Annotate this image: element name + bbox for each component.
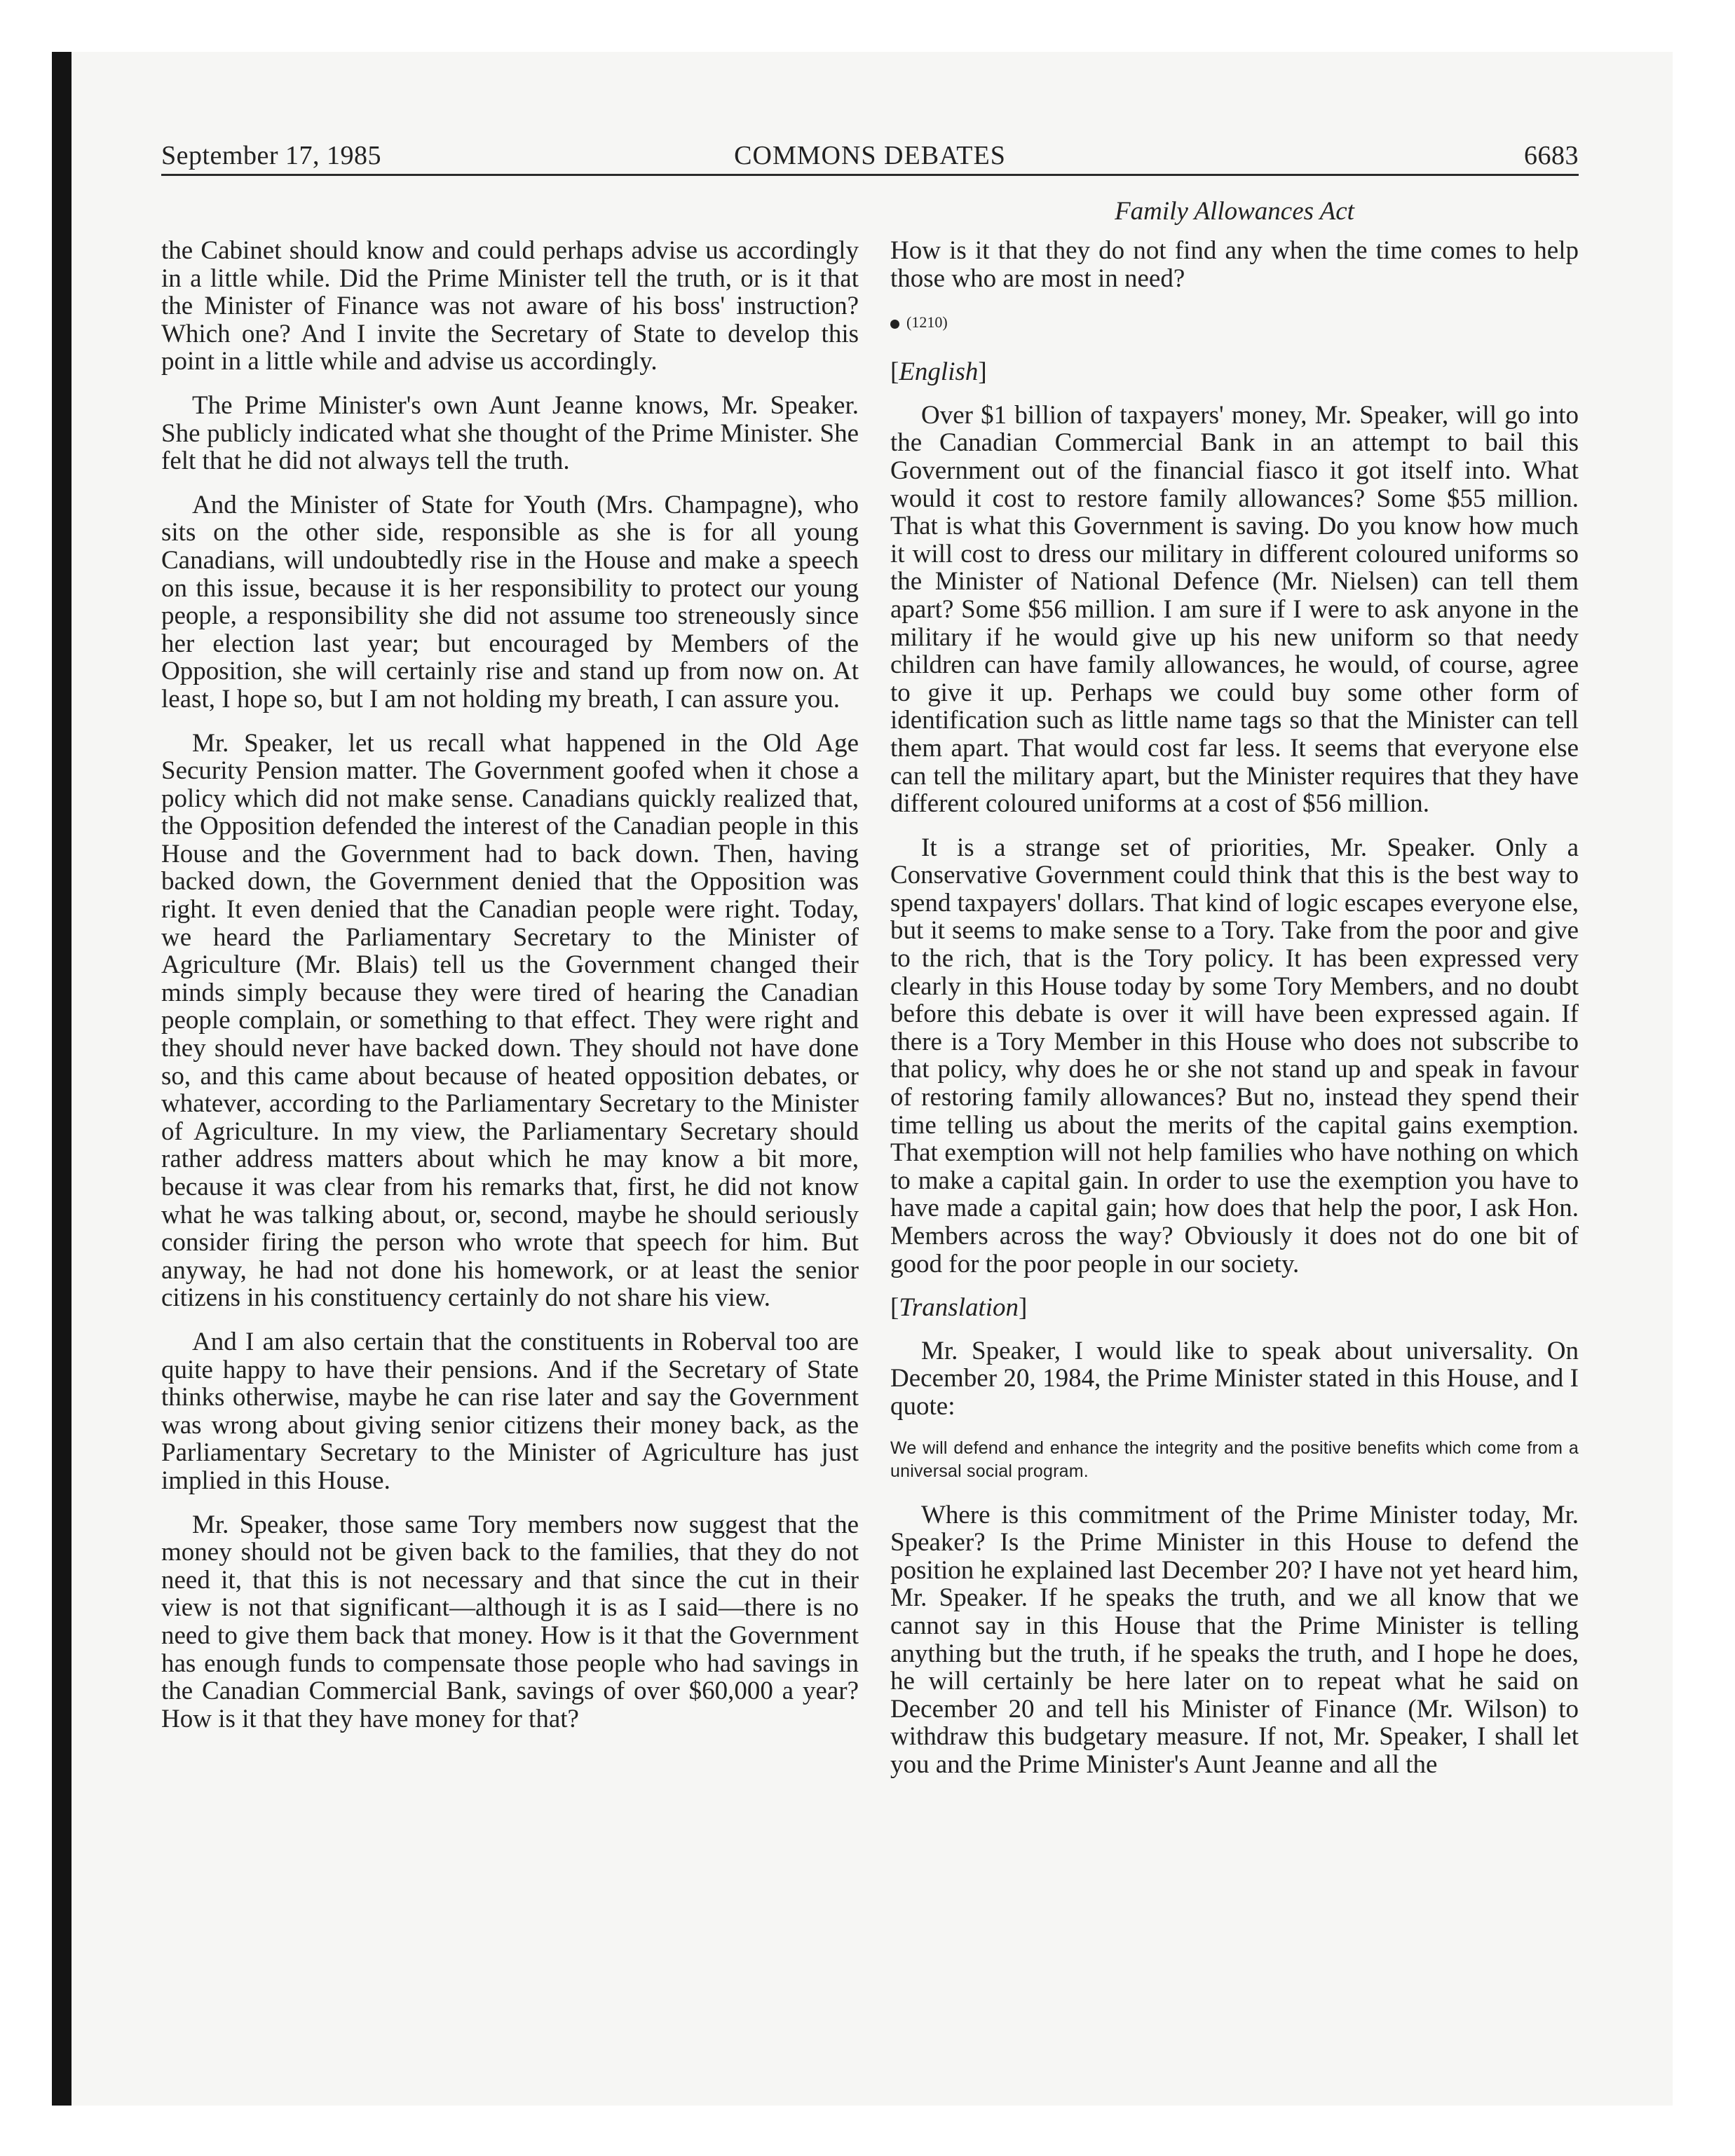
language-heading-english: [English] bbox=[890, 357, 987, 387]
running-header bbox=[161, 139, 1579, 176]
paragraph: How is it that they do not find any when the time comes to help those who are most in need? bbox=[890, 236, 1579, 293]
left-column bbox=[161, 237, 859, 1749]
paragraph: Over $1 billion of taxpayers' money, Mr. Speaker, will go into the Canadian Commercial Bank in an attempt to bail this Government out of the financial fiasco it got itself into. What would it cost to restore family allowances? Some $55 million. That is what this Government is saving. Do you know how much it will cost to dress our military in different coloured uniforms so the Minister of National Defence (Mr. Nielsen) can tell them apart? Some $56 million. I am sure if I were to ask anyone in the military if he would give up his new uniform so that needy children can have family allowances, he would, of course, agree to give it up. Perhaps we could buy some other form of identification such as little name tags so that the Minister can tell them apart. That would cost far less. It seems that everyone else can tell the military apart, but the Minister requires that they have different coloured uniforms at a cost of $56 million. bbox=[890, 400, 1579, 819]
section-subtitle: Family Allowances Act bbox=[1115, 197, 1354, 226]
header-date: September 17, 1985 bbox=[161, 141, 382, 170]
paragraph: Mr. Speaker, those same Tory members now suggest that the money should not be given back to the families, that they do not need it, that this is not necessary and that since the cut in their view is not that significant—although it is as I said—there is no need to give them back that money. How is it that the Government has enough funds to compensate those people who had savings in the Canadian Commercial Bank, savings of over $60,000 a year? How is it that they have money for that? bbox=[161, 1510, 859, 1733]
paragraph: the Cabinet should know and could perhaps advise us accordingly in a little while. Did the Prime Minister tell the truth, or is it that the Minister of Finance was not aware of his boss' instruction? Which one? And I invite the Secretary of State to develop this point in a little while and advise us accordingly. bbox=[161, 236, 859, 376]
bullet-icon bbox=[890, 320, 899, 329]
block-quote: We will defend and enhance the integrity and the positive benefits which come from a universal social program. bbox=[890, 1438, 1579, 1481]
right-column bbox=[890, 237, 1579, 1795]
language-heading-translation: [Translation] bbox=[890, 1293, 1028, 1323]
paragraph: It is a strange set of priorities, Mr. Speaker. Only a Conservative Government could think that this is the best way to spend taxpayers' dollars. That kind of logic escapes everyone else, but it seems to make sense to a Tory. Take from the poor and give to the rich, that is the Tory policy. It has been expressed very clearly in this House today by some Tory Members, and no doubt before this debate is over it will have been expressed again. If there is a Tory Member in this House who does not subscribe to that policy, why does he or she not stand up and speak in favour of restoring family allowances? But no, instead they spend their time telling us about the merits of the capital gains exemption. That exemption will not help families who have nothing on which to make a capital gain. In order to use the exemption you have to have made a capital gain; how does that help the poor, I ask Hon. Members across the way? Obviously it does not do one bit of good for the poor people in our society. bbox=[890, 833, 1579, 1278]
binding-edge bbox=[52, 52, 72, 2106]
page-number: 6683 bbox=[1524, 141, 1579, 170]
paragraph: And the Minister of State for Youth (Mrs. Champagne), who sits on the other side, responsible as she is for all young Canadians, will undoubtedly rise in the House and make a speech on this issue, because it is her responsibility to protect our young people, a responsibility she did not assume too streneously since her election last year; but encouraged by Members of the Opposition, she will certainly rise and stand up from now on. At least, I hope so, but I am not holding my breath, I can assure you. bbox=[161, 490, 859, 714]
paragraph: Mr. Speaker, let us recall what happened in the Old Age Security Pension matter. The Government goofed when it chose a policy which did not make sense. Canadians quickly realized that, the Opposition defended the interest of the Canadian people in this House and the Government had to back down. Then, having backed down, the Government denied that the Opposition was right. It even denied that the Canadian people were right. Today, we heard the Parliamentary Secretary to the Minister of Agriculture (Mr. Blais) tell us the Government changed their minds simply because they were tired of hearing the Canadian people complain, or something to that effect. They were right and they should never have backed down. They should not have done so, and this came about because of heated opposition debates, or whatever, according to the Parliamentary Secretary to the Minister of Agriculture. In my view, the Parliamentary Secretary should rather address matters about which he may know a bit more, because it was clear from his remarks that, first, he did not know what he was talking about, or, second, maybe he should seriously consider firing the person who wrote that speech for him. But anyway, he had not done his homework, or at least the senior citizens in his constituency certainly do not share his view. bbox=[161, 728, 859, 1313]
paragraph: Where is this commitment of the Prime Minister today, Mr. Speaker? Is the Prime Minister in this House to defend the position he explained last December 20? I have not yet heard him, Mr. Speaker. If he speaks the truth, and we all know that we cannot say in this House that the Prime Minister is telling anything but the truth, if he speaks the truth, and I hope he does, he will certainly be here later on to repeat what he said on December 20 and tell his Minister of Finance (Mr. Wilson) to withdraw this budgetary measure. If not, Mr. Speaker, I shall let you and the Prime Minister's Aunt Jeanne and all the bbox=[890, 1500, 1579, 1779]
heading-translation-label: Translation bbox=[899, 1293, 1019, 1323]
paragraph: Mr. Speaker, I would like to speak about universality. On December 20, 1984, the Prime Minister stated in this House, and I quote: bbox=[890, 1336, 1579, 1421]
heading-english-label: English bbox=[899, 357, 979, 387]
paragraph: The Prime Minister's own Aunt Jeanne knows, Mr. Speaker. She publicly indicated what she thought of the Prime Minister. She felt that he did not always tell the truth. bbox=[161, 390, 859, 476]
time-marker-label: (1210) bbox=[906, 313, 948, 332]
paragraph: And I am also certain that the constituents in Roberval too are quite happy to have their pensions. And if the Secretary of State thinks otherwise, maybe he can rise later and say the Government was wrong about giving senior citizens their money back, as the Parliamentary Secretary to the Minister of Agriculture has just implied in this House. bbox=[161, 1327, 859, 1495]
time-marker bbox=[890, 308, 1579, 334]
header-title: COMMONS DEBATES bbox=[734, 141, 1006, 170]
